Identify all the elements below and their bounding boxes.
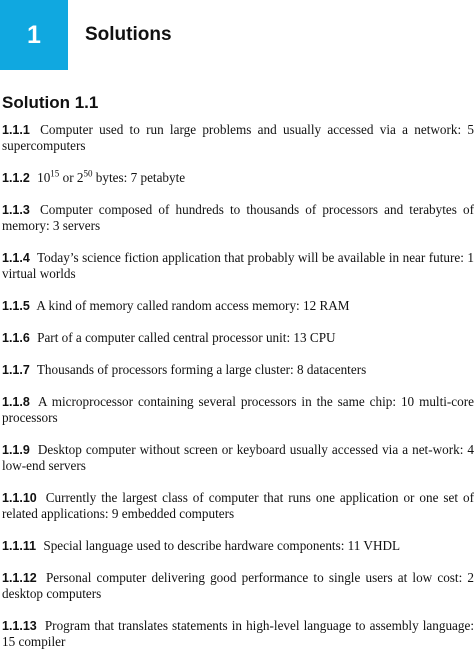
solution-item [2, 362, 474, 378]
chapter-title: Solutions [85, 24, 172, 45]
item-text: Program that translates statements in high-level language to assembly language: 15 compiler [2, 618, 474, 649]
solution-item [2, 250, 474, 282]
item-text: Computer used to run large problems and usually accessed via a network: 5 supercomputers [2, 122, 474, 153]
item-number: 1.1.4 [2, 251, 30, 265]
item-text-part: or 2 [59, 170, 84, 185]
solution-item [2, 394, 474, 426]
exponent: 50 [83, 168, 93, 179]
solution-item [2, 618, 474, 650]
item-number: 1.1.8 [2, 395, 30, 409]
chapter-number-badge [0, 0, 68, 70]
item-text: Thousands of processors forming a large cluster: 8 datacenters [36, 362, 367, 377]
solution-item [2, 442, 474, 474]
item-number: 1.1.12 [2, 571, 37, 585]
item-number: 1.1.10 [2, 491, 37, 505]
solution-item [2, 570, 474, 602]
item-text: Computer composed of hundreds to thousands of processors and terabytes of memory: 3 servers [2, 202, 474, 233]
item-number: 1.1.11 [2, 539, 37, 553]
item-number: 1.1.2 [2, 171, 30, 185]
item-text: Special language used to describe hardware components: 11 VHDL [43, 538, 401, 553]
item-text: Personal computer delivering good performance to single users at low cost: 2 desktop computers [2, 570, 474, 601]
item-text: Part of a computer called central processor unit: 13 CPU [37, 330, 336, 345]
item-number: 1.1.9 [2, 443, 30, 457]
chapter-header [0, 0, 474, 70]
item-text-part: 10 [37, 170, 51, 185]
solution-list [2, 122, 474, 666]
section-heading: Solution 1.1 [2, 93, 99, 112]
solution-item [2, 298, 474, 314]
solution-item [2, 330, 474, 346]
solution-item [2, 490, 474, 522]
item-text: Today’s science fiction application that probably will be available in near future: 1 virtual worlds [2, 250, 474, 281]
item-text: Desktop computer without screen or keyboard usually accessed via a net-work: 4 low-end servers [2, 442, 474, 473]
chapter-number: 1 [27, 20, 41, 49]
item-number: 1.1.5 [2, 299, 30, 313]
solution-item [2, 170, 474, 186]
solution-item [2, 122, 474, 154]
item-number: 1.1.13 [2, 619, 37, 633]
item-number: 1.1.6 [2, 331, 30, 345]
item-text-part: bytes: 7 petabyte [92, 170, 186, 185]
item-number: 1.1.1 [2, 123, 30, 137]
item-number: 1.1.7 [2, 363, 30, 377]
item-text: Currently the largest class of computer that runs one application or one set of related applications: 9 embedded computers [2, 490, 474, 521]
item-number: 1.1.3 [2, 203, 30, 217]
item-text: A microprocessor containing several processors in the same chip: 10 multi-core processors [2, 394, 474, 425]
solution-item [2, 202, 474, 234]
solution-item [2, 538, 474, 554]
exponent: 15 [50, 168, 60, 179]
item-text: A kind of memory called random access memory: 12 RAM [36, 298, 350, 313]
